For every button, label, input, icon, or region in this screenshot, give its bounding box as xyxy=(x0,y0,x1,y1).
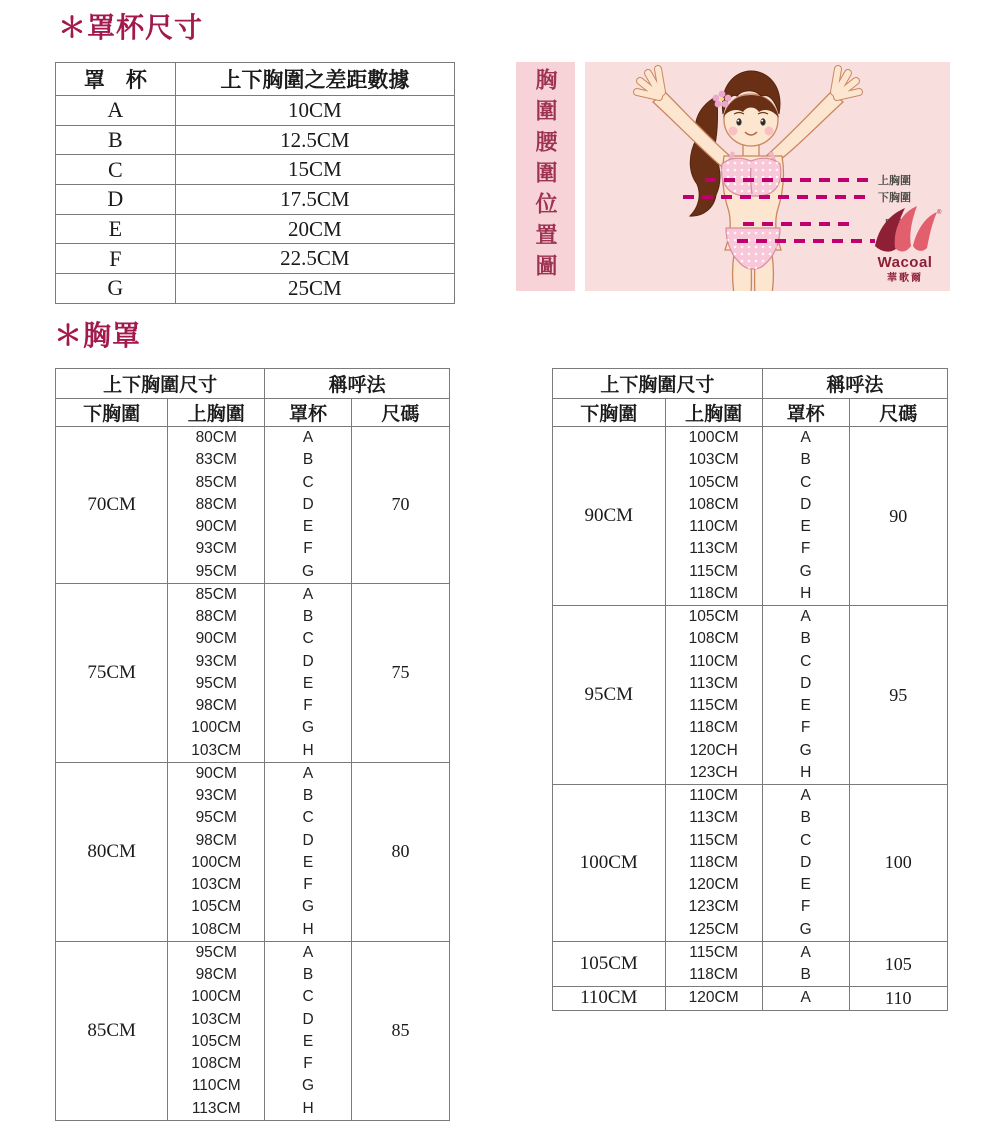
bra-right-col-header-1: 上胸圍 xyxy=(665,399,762,427)
upper-bust-cell xyxy=(665,606,762,785)
cup-letter-value: H xyxy=(302,741,314,759)
under-bust-cell: 85CM xyxy=(56,941,168,1120)
cup-table-row xyxy=(56,185,455,215)
upper-bust-cell xyxy=(665,785,762,942)
upper-bust-value: 113CM xyxy=(689,809,739,827)
cup-diff-cell: 17.5CM xyxy=(175,185,454,215)
cup-diff-cell: 20CM xyxy=(175,214,454,244)
cup-letter-cell: B xyxy=(56,125,176,155)
under-bust-cell: 110CM xyxy=(553,987,666,1010)
cup-letter-cell xyxy=(265,583,352,762)
bra-right-group-90 xyxy=(553,427,948,606)
cup-letter-value: B xyxy=(302,451,314,469)
cup-letter-value: B xyxy=(302,608,314,625)
size-code-cell: 75 xyxy=(351,583,449,762)
upper-bust-value: 115CM xyxy=(689,697,739,714)
cup-letter-cell xyxy=(265,427,352,584)
label-upper-bust: 上胸圍 xyxy=(878,175,911,187)
upper-bust-value: 83CM xyxy=(195,451,237,469)
size-code-cell: 105 xyxy=(849,941,947,987)
cup-letter-value: H xyxy=(800,584,812,602)
cup-letter-value: D xyxy=(800,853,812,871)
upper-bust-value: 115CM xyxy=(689,562,739,580)
upper-bust-value: 100CM xyxy=(191,988,242,1006)
cup-diff-cell: 10CM xyxy=(175,96,454,126)
cup-letter-value: D xyxy=(800,674,812,692)
cup-letter-value: E xyxy=(800,876,811,893)
upper-bust-value: 95CM xyxy=(195,943,237,961)
cup-table-row xyxy=(56,244,455,274)
upper-bust-value: 105CM xyxy=(191,898,242,916)
figure-illustration xyxy=(585,62,950,291)
section-title-cup-size: ＊罩杯尺寸 xyxy=(58,13,204,44)
upper-bust-value: 115CM xyxy=(689,943,739,961)
upper-bust-value: 115CM xyxy=(689,831,739,849)
bra-left-col-header-0: 下胸圍 xyxy=(56,399,168,427)
upper-bust-value: 110CM xyxy=(689,518,739,535)
upper-bust-value: 103CM xyxy=(191,1010,242,1028)
cup-letter-value: F xyxy=(303,697,313,714)
upper-bust-value: 120CM xyxy=(688,989,739,1007)
upper-bust-value: 90CM xyxy=(195,630,237,648)
cup-letter-value: D xyxy=(302,1010,314,1028)
cup-table-row xyxy=(56,155,455,185)
bra-left-header-naming: 稱呼法 xyxy=(265,369,450,399)
upper-bust-value: 95CM xyxy=(195,674,237,692)
measurement-position-diagram xyxy=(585,62,950,291)
upper-bust-value: 103CM xyxy=(688,451,739,469)
upper-bust-value: 105CM xyxy=(688,608,739,625)
upper-bust-value: 110CM xyxy=(689,652,739,670)
upper-bust-value: 118CM xyxy=(689,719,739,737)
upper-bust-value: 85CM xyxy=(195,473,237,491)
size-code-cell: 85 xyxy=(351,941,449,1120)
bra-left-header-measurements: 上下胸圍尺寸 xyxy=(56,369,265,399)
upper-bust-value: 118CM xyxy=(689,966,739,983)
size-code-cell: 100 xyxy=(849,785,947,942)
cup-letter-cell: C xyxy=(56,155,176,185)
cup-letter-cell xyxy=(762,785,849,942)
cup-letter-value: F xyxy=(303,1055,313,1072)
cup-letter-value: B xyxy=(800,630,811,648)
cup-letter-value: G xyxy=(799,741,812,759)
section-title-bra: ＊胸罩 xyxy=(54,321,142,352)
upper-bust-value: 110CM xyxy=(191,1077,241,1095)
upper-bust-value: 93CM xyxy=(195,540,237,558)
bra-left-col-header-2: 罩杯 xyxy=(265,399,352,427)
cup-letter-value: A xyxy=(302,429,314,446)
cup-letter-value: C xyxy=(302,630,314,648)
upper-bust-value: 88CM xyxy=(195,495,237,513)
bra-left-col-header-1: 上胸圍 xyxy=(168,399,265,427)
upper-bust-value: 108CM xyxy=(191,920,242,938)
cup-letter-value: A xyxy=(800,989,811,1007)
upper-bust-value: 108CM xyxy=(688,495,739,513)
cup-letter-value: G xyxy=(799,562,812,580)
upper-bust-value: 120CH xyxy=(689,741,738,759)
cup-letter-value: E xyxy=(302,853,314,871)
cup-diff-cell: 25CM xyxy=(175,274,454,304)
cup-letter-value: F xyxy=(800,719,811,737)
cup-letter-value: D xyxy=(302,831,314,849)
upper-bust-value: 93CM xyxy=(195,652,237,670)
under-bust-cell: 100CM xyxy=(553,785,666,942)
size-code-cell: 95 xyxy=(849,606,947,785)
size-code-cell: 80 xyxy=(351,762,449,941)
upper-bust-value: 100CM xyxy=(688,429,739,446)
upper-bust-value: 98CM xyxy=(195,966,237,983)
cup-letter-cell: A xyxy=(56,96,176,126)
under-bust-cell: 105CM xyxy=(553,941,666,987)
bra-left-col-header-3: 尺碼 xyxy=(351,399,449,427)
upper-bust-value: 125CM xyxy=(688,920,739,938)
upper-bust-value: 88CM xyxy=(195,608,237,625)
upper-bust-value: 108CM xyxy=(191,1055,242,1072)
cup-letter-value: C xyxy=(800,652,812,670)
upper-bust-cell xyxy=(665,941,762,987)
cup-letter-value: A xyxy=(302,764,314,782)
cup-letter-cell xyxy=(265,762,352,941)
upper-bust-value: 80CM xyxy=(195,429,237,446)
bra-right-col-header-3: 尺碼 xyxy=(849,399,947,427)
cup-letter-value: F xyxy=(303,540,313,558)
upper-bust-value: 118CM xyxy=(689,584,739,602)
upper-bust-value: 120CM xyxy=(688,876,739,893)
bra-size-table-right xyxy=(552,368,948,1011)
cup-letter-cell: E xyxy=(56,214,176,244)
cup-letter-value: A xyxy=(302,585,314,603)
brand-registered-mark: ® xyxy=(937,210,942,216)
cup-letter-value: G xyxy=(302,898,315,916)
bra-size-table-left xyxy=(55,368,450,1121)
cup-letter-value: C xyxy=(800,831,812,849)
cup-letter-value: A xyxy=(800,429,811,446)
upper-bust-value: 93CM xyxy=(195,787,237,804)
cup-letter-value: F xyxy=(800,540,811,558)
upper-bust-cell xyxy=(665,987,762,1010)
cup-letter-value: D xyxy=(302,652,314,670)
cup-letter-value: H xyxy=(302,1099,314,1117)
cup-diff-cell: 15CM xyxy=(175,155,454,185)
upper-bust-value: 113CM xyxy=(191,1099,241,1117)
cup-letter-value: B xyxy=(302,787,314,804)
cup-letter-value: A xyxy=(302,943,314,961)
cup-letter-value: F xyxy=(800,898,811,916)
bra-right-col-header-2: 罩杯 xyxy=(762,399,849,427)
cup-letter-value: B xyxy=(800,451,811,469)
cup-letter-value: H xyxy=(302,920,314,938)
cup-table-row xyxy=(56,125,455,155)
upper-bust-value: 85CM xyxy=(195,585,237,603)
upper-bust-value: 105CM xyxy=(688,473,739,491)
cup-letter-value: H xyxy=(800,763,812,781)
under-bust-cell: 90CM xyxy=(553,427,666,606)
bra-right-group-100 xyxy=(553,785,948,942)
upper-bust-value: 100CM xyxy=(191,719,242,737)
cup-letter-value: D xyxy=(800,495,812,513)
upper-bust-value: 108CM xyxy=(688,630,739,648)
bra-right-group-95 xyxy=(553,606,948,785)
cup-letter-cell: G xyxy=(56,274,176,304)
under-bust-cell: 75CM xyxy=(56,583,168,762)
cup-diff-cell: 12.5CM xyxy=(175,125,454,155)
cup-table-header-cup: 罩 杯 xyxy=(56,63,176,96)
cup-size-table xyxy=(55,62,455,304)
size-code-cell: 90 xyxy=(849,427,947,606)
upper-bust-value: 95CM xyxy=(195,562,237,580)
brand-chinese-name: 華歌爾 xyxy=(887,273,923,284)
cup-letter-value: A xyxy=(800,943,811,961)
bra-left-group-80 xyxy=(56,762,450,941)
upper-bust-value: 98CM xyxy=(195,831,237,849)
cup-letter-cell xyxy=(762,606,849,785)
upper-bust-value: 123CH xyxy=(689,763,738,781)
upper-bust-value: 110CM xyxy=(689,787,739,804)
size-code-cell: 70 xyxy=(351,427,449,584)
upper-bust-value: 103CM xyxy=(191,876,242,893)
upper-bust-value: 105CM xyxy=(191,1032,242,1050)
under-bust-cell: 70CM xyxy=(56,427,168,584)
cup-letter-value: B xyxy=(800,966,811,983)
size-code-cell: 110 xyxy=(849,987,947,1010)
bra-left-group-70 xyxy=(56,427,450,584)
upper-bust-cell xyxy=(168,941,265,1120)
cup-table-row xyxy=(56,274,455,304)
bra-right-header-naming: 稱呼法 xyxy=(762,369,947,399)
cup-letter-value: G xyxy=(302,1077,315,1095)
cup-letter-value: F xyxy=(303,876,313,893)
cup-table-header-diff: 上下胸圍之差距數據 xyxy=(175,63,454,96)
upper-bust-value: 98CM xyxy=(195,697,237,714)
cup-letter-value: E xyxy=(800,518,811,535)
cup-letter-value: B xyxy=(800,809,811,827)
cup-table-row xyxy=(56,96,455,126)
upper-bust-value: 95CM xyxy=(195,809,237,827)
upper-bust-cell xyxy=(168,762,265,941)
cup-letter-value: D xyxy=(302,495,314,513)
upper-bust-value: 90CM xyxy=(195,518,237,535)
cup-diff-cell: 22.5CM xyxy=(175,244,454,274)
cup-letter-value: C xyxy=(302,809,314,827)
bra-left-group-75 xyxy=(56,583,450,762)
cup-letter-value: B xyxy=(302,966,314,983)
label-lower-bust: 下胸圍 xyxy=(878,192,911,204)
upper-bust-value: 90CM xyxy=(195,764,237,782)
bra-right-group-110 xyxy=(553,987,948,1010)
cup-letter-cell: D xyxy=(56,185,176,215)
girl-head xyxy=(713,71,780,146)
cup-letter-cell xyxy=(762,427,849,606)
upper-bust-value: 103CM xyxy=(191,741,242,759)
cup-letter-value: E xyxy=(800,697,811,714)
cup-letter-value: C xyxy=(302,988,314,1006)
cup-letter-cell xyxy=(762,987,849,1010)
cup-letter-cell xyxy=(762,941,849,987)
diagram-side-title xyxy=(516,62,575,291)
cup-letter-value: A xyxy=(800,608,811,625)
diagram-side-title-text: 胸圍腰圍位置圖 xyxy=(533,68,558,285)
under-bust-cell: 95CM xyxy=(553,606,666,785)
wacoal-logo xyxy=(875,206,942,284)
cup-letter-value: E xyxy=(302,1032,314,1050)
under-bust-cell: 80CM xyxy=(56,762,168,941)
cup-letter-value: C xyxy=(800,473,812,491)
cup-letter-cell xyxy=(265,941,352,1120)
cup-letter-value: E xyxy=(302,518,314,535)
upper-bust-value: 113CM xyxy=(689,674,739,692)
cup-letter-value: E xyxy=(302,674,314,692)
bra-left-group-85 xyxy=(56,941,450,1120)
cup-letter-cell: F xyxy=(56,244,176,274)
cup-letter-value: C xyxy=(302,473,314,491)
cup-letter-value: G xyxy=(799,920,812,938)
bra-right-group-105 xyxy=(553,941,948,987)
bra-right-col-header-0: 下胸圍 xyxy=(553,399,666,427)
upper-bust-value: 118CM xyxy=(689,853,739,871)
upper-bust-value: 113CM xyxy=(689,540,739,558)
cup-letter-value: G xyxy=(302,562,315,580)
bra-right-header-measurements: 上下胸圍尺寸 xyxy=(553,369,763,399)
upper-bust-value: 100CM xyxy=(191,853,242,871)
upper-bust-value: 123CM xyxy=(688,898,739,916)
cup-letter-value: G xyxy=(302,719,315,737)
upper-bust-cell xyxy=(168,583,265,762)
cup-letter-value: A xyxy=(800,787,811,804)
upper-bust-cell xyxy=(665,427,762,606)
brand-wordmark: Wacoal xyxy=(877,254,933,271)
cup-table-row xyxy=(56,214,455,244)
upper-bust-cell xyxy=(168,427,265,584)
